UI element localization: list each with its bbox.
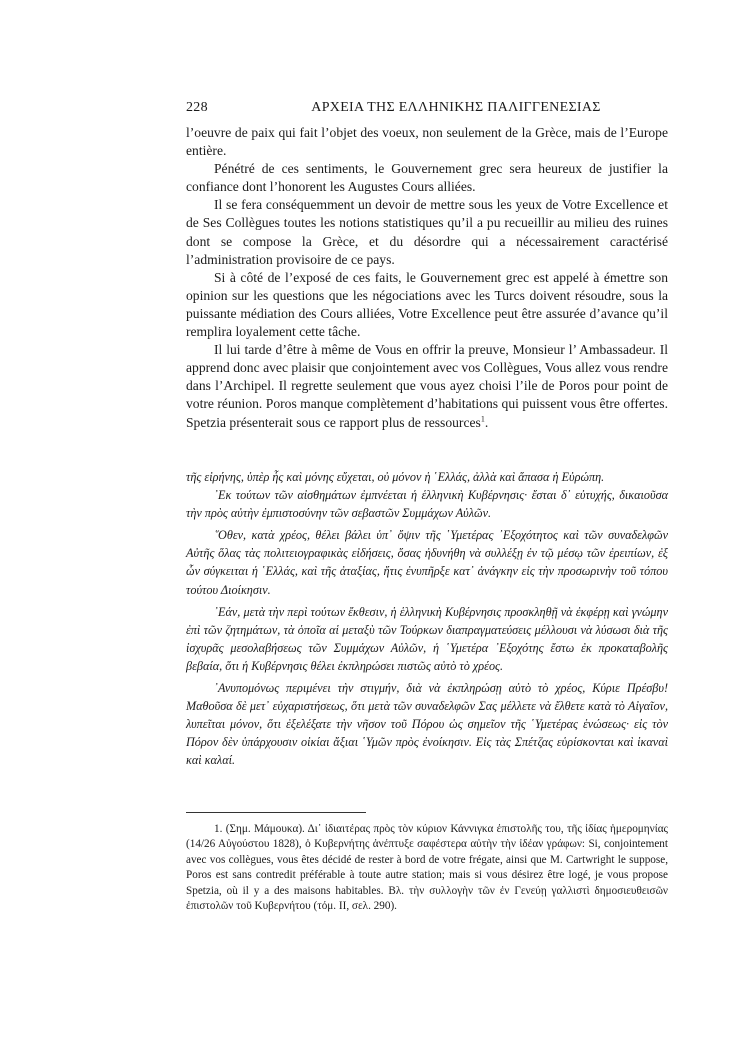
french-paragraph: Si à côté de l’exposé de ces faits, le Gouvernement grec est appelé à émettre son opinion sur les questions que les négociations avec les Turcs doivent résoudre, sous la puissante médiation des Cours alliées, Votre Excellence peut être assurée d’avance qu’il remplira loyalement cette tâche.: [186, 269, 668, 340]
greek-paragraph: ῞Οθεν, κατὰ χρέος, θέλει βάλει ὑπ᾿ ὄψιν τῆς ῾Υμετέρας ᾿Εξοχότητος καὶ τῶν συναδελφῶν Αὐτῆς ὅλας τὰς πολιτειογραφικὰς εἰδήσεις, ὅσας ἠδυνήθη νὰ συλλέξῃ ἐν τῷ μέσῳ τῶν ἐρειπίων, ἐξ ὧν σύγκειται ἡ ῾Ελλάς, καὶ τῆς ἀταξίας, ἥτις ἐνυπῆρξε κατ᾿ ἀνάγκην εἰς τὴν προσωρινὴν τοῦ τόπου τούτου Διοίκησιν.: [186, 528, 668, 597]
french-paragraph: l’oeuvre de paix qui fait l’objet des voeux, non seulement de la Grèce, mais de l’Europe entière.: [186, 125, 668, 159]
greek-paragraph: ᾿Εάν, μετὰ τὴν περὶ τούτων ἔκθεσιν, ἡ ἑλληνικὴ Κυβέρνησις προσκληθῇ νὰ ἐκφέρῃ καὶ γνώμην ἐπὶ τῶν ζητημάτων, τὰ ὁποῖα αἱ μεταξὺ τῶν Τούρκων διαπραγματεύσεις μέλλουσι νὰ λύσωσι διὰ τῆς ἰσχυρᾶς μεσολαβήσεως τῶν Συμμάχων Αὐλῶν, ἡ ῾Υμετέρα ᾿Εξοχότης ἔστω ἐκ προκαταβολῆς βεβαία, ὅτι ἡ Κυβέρνησις θέλει ἐκπληρώσει πιστῶς αὐτὸ τὸ χρέος.: [186, 604, 668, 673]
greek-paragraph: ᾿Ανυπομόνως περιμένει τὴν στιγμήν, διὰ νὰ ἐκπληρώσῃ αὐτὸ τὸ χρέος, Κύριε Πρέσβυ! Μαθοῦσα δὲ μετ᾿ εὐχαριστήσεως, ὅτι μετὰ τῶν συναδελφῶν Σας μέλλετε νὰ ἔλθετε κατὰ τὸ Αἰγαῖον, λυπεῖται μόνον, ὅτι ἐξελέξατε τὴν νῆσον τοῦ Πόρου ὡς σημεῖον τῆς ῾Υμετέρας ἑνώσεως· εἰς τὸν Πόρον δὲν ὑπάρχουσιν οἰκίαι ἄξιαι ῾Υμῶν πρὸς ἐνοίκησιν. Εἰς τὰς Σπέτζας εὑρίσκονται καὶ ἱκαναὶ καὶ καλαί.: [186, 681, 668, 768]
french-paragraph-text: Il lui tarde d’être à même de Vous en offrir la preuve, Monsieur l’ Ambassadeur. Il apprend donc avec plaisir que conjointement avec vos Collègues, Vous allez vous rendre dans l’Archipel. Il regrette seulement que vous ayez choisi l’ile de Poros pour point de votre réunion. Poros manque complètement d’habitations qui puissent vous être offertes. Spetzia présenterait sous ce rapport plus de ressources: [186, 342, 668, 430]
footnote-text: 1. (Σημ. Μάμουκα). Δι᾿ ἰδιαιτέρας πρὸς τὸν κύριον Κάννιγκα ἐπιστολῆς του, τῆς ἰδίας ἡμερομηνίας (14/26 Αὐγούστου 1828), ὁ Κυβερνήτης ἀνέπτυξε σαφέστερα αὐτὴν τὴν ἰδέαν γράφων: Si, conjointement avec vos collègues, vous êtes décidé de rester à bord de votre frégate, ainsi que M. Cartwright le suppose, Poros est sans contredit préférable à toute autre station; mais si vous désirez être logé, je vous propose Spetzia, où il y a des maisons habitables. Βλ. τὴν συλλογὴν τῶν ἐν Γενεύῃ γαλλιστὶ δημοσιευθεισῶν ἐπιστολῶν τοῦ Κυβερνήτου (τόμ. II, σελ. 290).: [186, 823, 668, 913]
footnote-divider: [186, 812, 366, 813]
greek-text-block: [186, 468, 668, 770]
page-header: [186, 100, 666, 118]
greek-paragraph: ᾿Εκ τούτων τῶν αἰσθημάτων ἐμπνέεται ἡ ἑλληνικὴ Κυβέρνησις· ἔσται δ᾿ εὐτυχής, δικαιοῦσα τὴν πρὸς αὐτὴν ἐμπιστοσύνην τῶν σεβαστῶν Συμμάχων Αὐλῶν.: [186, 488, 668, 521]
french-text-block: [186, 124, 668, 432]
french-paragraph: [186, 341, 668, 431]
french-paragraph: Il se fera conséquemment un devoir de mettre sous les yeux de Votre Excellence et de Ses Collègues toutes les notions statistiques qu’il a pu recueillir au milieu des ruines dont se compose la Grèce, et du désordre qui a nécessairement caractérisé l’administration provisoire de ce pays.: [186, 197, 668, 267]
french-paragraph-end: .: [484, 414, 489, 430]
greek-paragraph: τῆς εἰρήνης, ὑπὲρ ἧς καὶ μόνης εὔχεται, οὐ μόνον ἡ ῾Ελλάς, ἀλλὰ καὶ ἅπασα ἡ Εὐρώπη.: [186, 470, 605, 484]
page-number: 228: [186, 100, 208, 115]
footnote: [186, 822, 668, 914]
footnote-reference[interactable]: 1: [480, 413, 485, 423]
french-paragraph: Pénétré de ces sentiments, le Gouvernement grec sera heureux de justifier la confiance dont l’honorent les Augustes Cours alliées.: [186, 161, 668, 195]
running-title: ΑΡΧΕΙΑ ΤΗΣ ΕΛΛΗΝΙΚΗΣ ΠΑΛΙΓΓΕΝΕΣΙΑΣ: [311, 100, 601, 115]
